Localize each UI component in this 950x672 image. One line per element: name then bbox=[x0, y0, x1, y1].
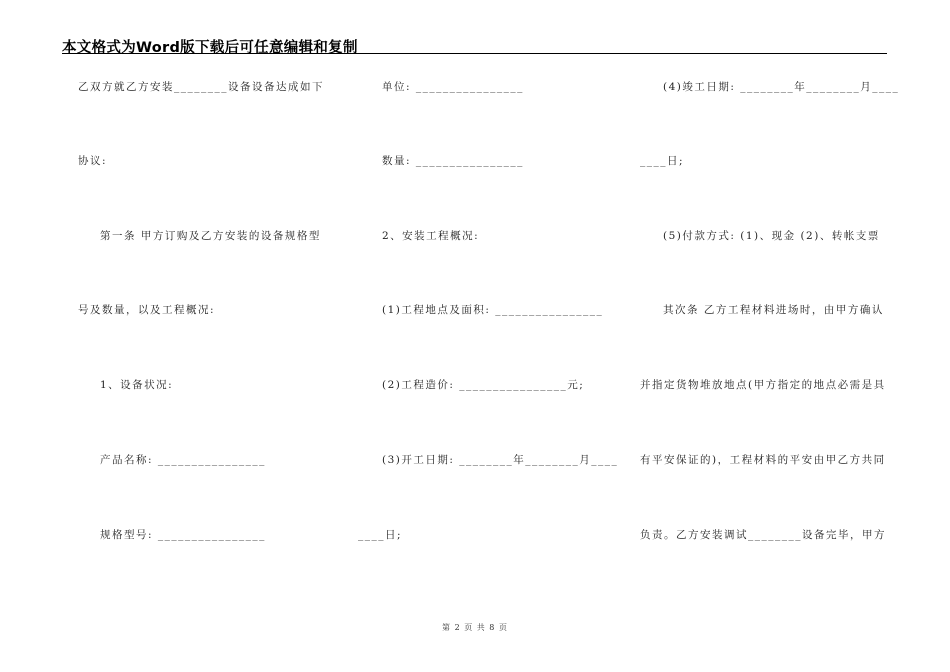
text-line: 乙双方就乙方安装________设备设备达成如下 bbox=[78, 81, 324, 93]
text-line: (3)开工日期: ________年________月____ bbox=[382, 454, 619, 466]
text-line: 1、设备状况: bbox=[100, 379, 174, 391]
text-line: 有平安保证的)，工程材料的平安由甲乙方共同 bbox=[640, 454, 886, 466]
text-line: 2、安装工程概况: bbox=[382, 230, 480, 242]
text-line: 其次条 乙方工程材料进场时，由甲方确认 bbox=[663, 304, 884, 316]
text-line: ____日; bbox=[358, 529, 403, 541]
text-line: ____日; bbox=[640, 155, 685, 167]
document-header-title: 本文格式为Word版下载后可任意编辑和复制 bbox=[62, 40, 358, 56]
text-line: 协议: bbox=[78, 155, 108, 167]
text-line: 数量: ________________ bbox=[382, 155, 524, 167]
text-column-left bbox=[0, 0, 330, 672]
text-column-middle bbox=[330, 0, 630, 672]
text-line: 并指定货物堆放地点(甲方指定的地点必需是具 bbox=[640, 379, 886, 391]
text-line: (5)付款方式: (1)、现金 (2)、转帐支票 bbox=[663, 230, 880, 242]
text-column-right bbox=[630, 0, 900, 672]
text-line: 单位: ________________ bbox=[382, 81, 524, 93]
text-line: 负责。乙方安装调试________设备完毕，甲方 bbox=[640, 529, 886, 541]
text-line: (1)工程地点及面积: ________________ bbox=[382, 304, 604, 316]
text-line: 号及数量，以及工程概况: bbox=[78, 304, 216, 316]
page-number: 第 2 页 共 8 页 bbox=[442, 623, 508, 632]
text-line: (4)竣工日期: ________年________月____ bbox=[663, 81, 900, 93]
text-line: 规格型号: ________________ bbox=[100, 529, 266, 541]
text-line: (2)工程造价: ________________元; bbox=[382, 379, 585, 391]
text-line: 产品名称: ________________ bbox=[100, 454, 266, 466]
text-line: 第一条 甲方订购及乙方安装的设备规格型 bbox=[100, 230, 321, 242]
